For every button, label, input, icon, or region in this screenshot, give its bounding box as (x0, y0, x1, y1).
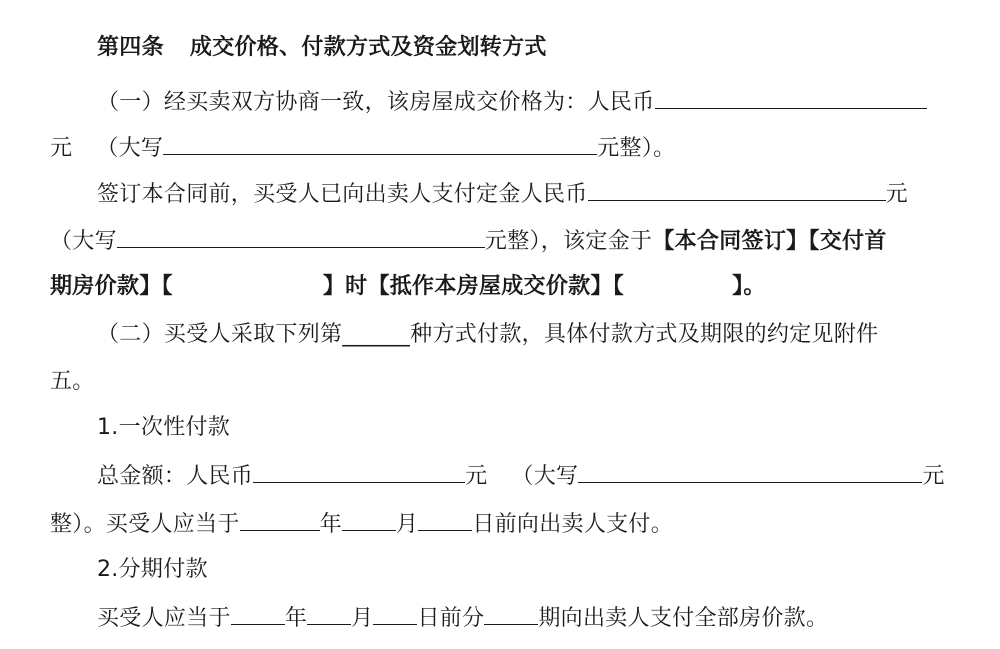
article-number: 第四条 (97, 35, 164, 60)
installment-period-rest: 期向出卖人支付全部房价款。 (538, 606, 829, 631)
deposit-capital-field[interactable] (117, 225, 485, 248)
price-unit: 元 (50, 136, 73, 161)
article-title (97, 33, 547, 63)
lump-sum-year-field[interactable] (240, 508, 320, 531)
payment-intro-rest: 种方式付款，具体付款方式及期限的约定见附件 (410, 322, 879, 347)
deposit-line-1 (97, 178, 908, 210)
lump-sum-total-label: 总金额：人民币 (97, 464, 254, 489)
price-intro: （一）经买卖双方协商一致，该房屋成交价格为：人民币 (97, 90, 655, 115)
payment-line-2 (50, 367, 95, 397)
lump-sum-month-label: 月 (396, 512, 419, 537)
deposit-line-2 (50, 225, 887, 257)
deposit-unit: 元 (885, 182, 908, 207)
installment-month-label: 月 (351, 606, 374, 631)
deposit-capital-prefix: （大写 (50, 229, 117, 254)
article-heading: 成交价格、付款方式及资金划转方式 (189, 35, 547, 60)
installment-day-field[interactable] (373, 602, 417, 625)
deposit-amount-field[interactable] (588, 178, 886, 201)
deposit-option-offset-price[interactable]: 【抵作本房屋成交价款】 (367, 274, 613, 299)
lump-sum-capital-suffix: 元 (922, 464, 945, 489)
deposit-line-3 (50, 272, 766, 302)
price-line-1 (97, 86, 927, 118)
deposit-option-custom-close: 】时 (322, 274, 368, 299)
installment-month-field[interactable] (307, 602, 351, 625)
lump-sum-line-1 (97, 460, 945, 492)
lump-sum-day-field[interactable] (418, 508, 472, 531)
installment-year-label: 年 (284, 606, 308, 631)
lump-sum-heading: 1.一次性付款 (97, 415, 231, 440)
price-capital-suffix: 元整）。 (597, 136, 676, 161)
payment-intro: （二）买受人采取下列第 (97, 322, 343, 347)
installment-heading: 2.分期付款 (97, 557, 208, 582)
lump-sum-unit: 元 (465, 464, 488, 489)
installment-line-start: 买受人应当于 (97, 606, 231, 631)
deposit-option-other-close: 】。 (732, 274, 766, 299)
lump-sum-month-field[interactable] (342, 508, 396, 531)
price-capital-prefix: （大写 (96, 136, 164, 161)
price-amount-field[interactable] (655, 86, 927, 109)
lump-sum-line-2 (50, 508, 673, 540)
deposit-option-signing[interactable]: 【本合同签订】 (652, 229, 809, 254)
lump-sum-line2-start: 整）。买受人应当于 (50, 512, 240, 537)
price-line-2 (50, 132, 675, 164)
deposit-intro: 签订本合同前，买受人已向出卖人支付定金人民币 (97, 182, 588, 207)
payment-choice-field[interactable]: ______ (342, 322, 411, 347)
lump-sum-capital-field[interactable] (578, 460, 922, 483)
lump-sum-amount-field[interactable] (253, 460, 465, 483)
deposit-option-other-open: 【 (612, 274, 625, 299)
deposit-option-first-payment[interactable]: 【交付首 (808, 229, 887, 254)
deposit-option-custom-open: 【 (161, 274, 173, 299)
lump-sum-day-rest: 日前向出卖人支付。 (472, 512, 674, 537)
payment-line-1 (97, 320, 878, 350)
deposit-option-first-payment-cont: 期房价款】 (50, 274, 162, 299)
installment-count-field[interactable] (484, 602, 538, 625)
lump-sum-capital-prefix: （大写 (511, 464, 579, 489)
installment-year-field[interactable] (231, 602, 285, 625)
deposit-capital-suffix: 元整），该定金于 (484, 229, 653, 254)
price-capital-field[interactable] (163, 132, 597, 155)
installment-line (97, 602, 828, 634)
installment-day-rest: 日前分 (417, 606, 485, 631)
payment-intro-cont: 五。 (50, 369, 95, 394)
lump-sum-year-label: 年 (319, 512, 343, 537)
